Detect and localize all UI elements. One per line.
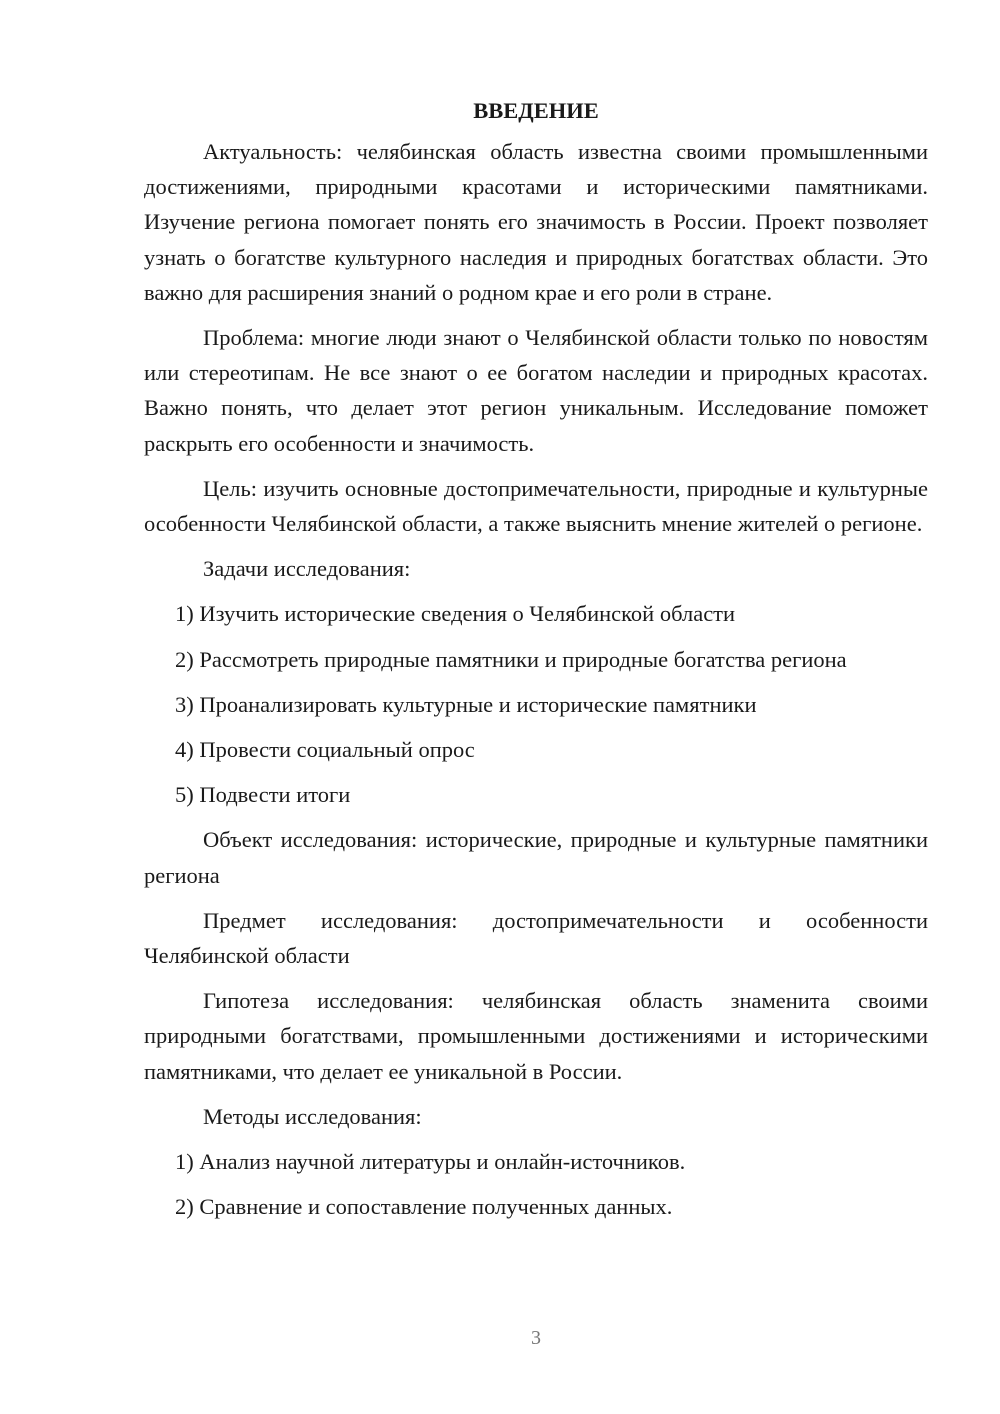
list-item: 4) Провести социальный опрос — [175, 737, 475, 763]
methods-heading: Методы исследования: — [203, 1103, 422, 1129]
page-number: 3 — [531, 1327, 541, 1349]
object-paragraph: Объект исследования: исторические, природные и культурные памятники региона — [144, 827, 928, 888]
methods-list — [144, 1144, 928, 1224]
list-item: 3) Проанализировать культурные и исторические памятники — [175, 691, 757, 717]
hypothesis-paragraph: Гипотеза исследования: челябинская область знаменита своими природными богатствами, промышленными достижениями и историческими памятниками, что делает ее уникальной в России. — [144, 988, 928, 1084]
problem-paragraph: Проблема: многие люди знают о Челябинской области только по новостям или стереотипам. Не все знают о ее богатом наследии и природных красотах. Важно понять, что делает этот регион уникальным. Исследование поможет раскрыть его особенности и значимость. — [144, 325, 928, 456]
list-item: 1) Изучить исторические сведения о Челябинской области — [175, 601, 736, 627]
list-item: 1) Анализ научной литературы и онлайн-источников. — [175, 1149, 686, 1175]
list-item: 2) Сравнение и сопоставление полученных данных. — [175, 1194, 673, 1220]
subject-paragraph: Предмет исследования: достопримечательности и особенности Челябинской области — [144, 907, 928, 969]
list-item: 5) Подвести итоги — [175, 782, 351, 808]
goal-paragraph: Цель: изучить основные достопримечательности, природные и культурные особенности Челябинской области, а также выяснить мнение жителей о регионе. — [144, 475, 928, 537]
list-item: 2) Рассмотреть природные памятники и природные богатства региона — [175, 646, 847, 672]
tasks-heading: Задачи исследования: — [203, 556, 411, 582]
tasks-list — [144, 596, 928, 812]
relevance-paragraph: Актуальность: челябинская область известна своими промышленными достижениями, природными красотами и историческими памятниками. Изучение региона помогает понять его значимость в России. Проект позволяет узнать о богатстве культурного наследия и природных богатствах области. Это важно для расширения знаний о родном крае и его роли в стране. — [144, 139, 928, 305]
page-title: ВВЕДЕНИЕ — [473, 98, 599, 123]
document-page — [144, 96, 928, 1234]
